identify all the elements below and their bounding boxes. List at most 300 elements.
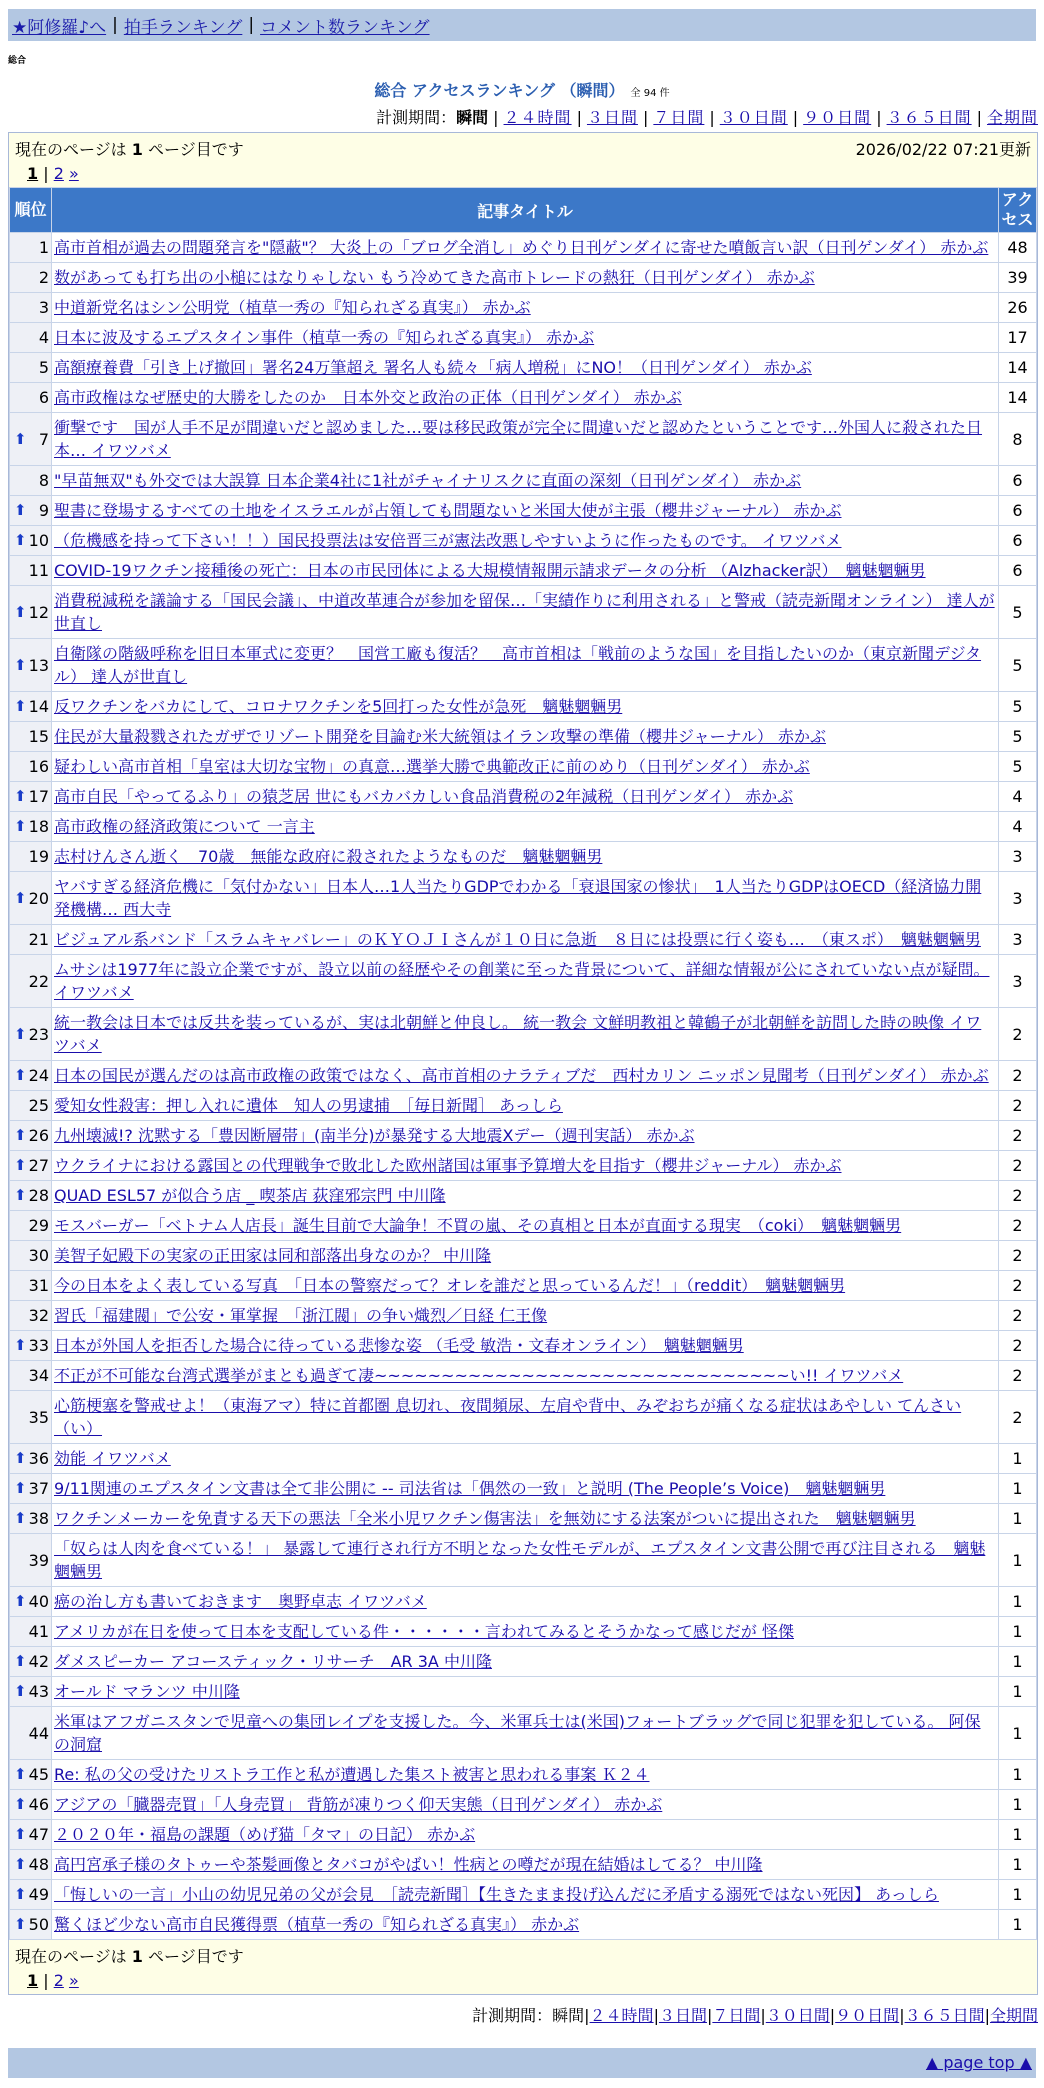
rank-cell	[10, 1587, 52, 1617]
access-count: 2	[999, 1211, 1037, 1241]
article-link[interactable]: ワクチンメーカーを免責する天下の悪法「全米小児ワクチン傷害法」を無効にする法案がついに提出された 魑魅魍魎男	[54, 1509, 916, 1528]
table-row	[10, 1707, 1037, 1760]
rank-up-arrow-icon: ⬆	[14, 1592, 27, 1610]
title-cell	[52, 639, 999, 692]
period-separator: |	[576, 108, 582, 127]
period-link-5[interactable]: ３６５日間	[904, 2006, 985, 2025]
article-link[interactable]: ビジュアル系バンド「スラムキャバレー」のＫＹＯＪＩさんが１０日に急逝 ８日には投票に行く姿も… （東スポ） 魑魅魍魎男	[54, 930, 981, 949]
period-separator: |	[709, 108, 715, 127]
page-title-text: 総合 アクセスランキング （瞬間）	[374, 81, 625, 100]
table-row	[10, 1504, 1037, 1534]
title-cell	[52, 782, 999, 812]
rank-cell	[10, 1241, 52, 1271]
title-cell	[52, 1617, 999, 1647]
ranking-panel	[8, 132, 1038, 1995]
article-link[interactable]: 癌の治し方も書いておきます 奥野卓志 イワツバメ	[54, 1592, 427, 1611]
access-count: 3	[999, 872, 1037, 925]
pagination	[15, 164, 1031, 183]
rank-up-arrow-icon: ⬆	[14, 602, 27, 621]
access-count: 5	[999, 586, 1037, 639]
article-link[interactable]: 九州壊滅!? 沈黙する「豊因断層帯」(南半分)が暴発する大地震Xデー（週刊実話） 赤かぶ	[54, 1126, 695, 1145]
nav-separator: |	[248, 15, 255, 35]
rank-number: 32	[28, 1306, 49, 1325]
title-cell	[52, 1850, 999, 1880]
article-link[interactable]: 日本が外国人を拒否した場合に待っている悲惨な姿 （毛受 敏浩・文春オンライン） 魑魅魍魎男	[54, 1336, 744, 1355]
home-link[interactable]: ★阿修羅♪へ	[12, 17, 107, 38]
article-link[interactable]: 疑わしい高市首相「皇室は大切な宝物」の真意…選挙大勝で典範改正に前のめり（日刊ゲンダイ） 赤かぶ	[54, 757, 810, 776]
rank-up-arrow-icon: ⬆	[14, 1126, 27, 1144]
article-link[interactable]: 高市首相が過去の問題発言を"隠蔽"？ 大炎上の「ブログ全消し」めぐり日刊ゲンダイに寄せた噴飯言い訳（日刊ゲンダイ） 赤かぶ	[54, 238, 989, 257]
article-link[interactable]: 「奴らは人肉を食べている！」 暴露して連行され行方不明となった女性モデルが、エプスタイン文書公開で再び注目される 魑魅魍魎男	[54, 1539, 986, 1581]
pager-next-link[interactable]: »	[68, 1971, 79, 1990]
article-link[interactable]: Re: 私の父の受けたリストラ工作と私が遭遇した集スト被害と思われる事案 Ｋ２４	[54, 1765, 650, 1784]
article-link[interactable]: COVID-19ワクチン接種後の死亡：日本の市民団体による大規模情報開示請求データの分析 （Alzhacker訳） 魑魅魍魎男	[54, 561, 926, 580]
rank-cell	[10, 1331, 52, 1361]
rank-up-arrow-icon: ⬆	[14, 1855, 27, 1873]
rank-number: 2	[38, 268, 49, 287]
rank-number: 47	[28, 1825, 49, 1844]
title-cell	[52, 1474, 999, 1504]
rank-number: 24	[28, 1066, 49, 1085]
title-cell	[52, 812, 999, 842]
article-link[interactable]: 中道新党名はシン公明党（植草一秀の『知られざる真実』） 赤かぶ	[54, 298, 531, 317]
access-count: 2	[999, 1121, 1037, 1151]
access-count: 5	[999, 639, 1037, 692]
title-cell	[52, 925, 999, 955]
rank-cell	[10, 413, 52, 466]
table-row	[10, 639, 1037, 692]
table-row	[10, 383, 1037, 413]
access-count: 1	[999, 1647, 1037, 1677]
rank-cell	[10, 353, 52, 383]
rank-up-arrow-icon: ⬆	[14, 1915, 27, 1933]
rank-number: 21	[28, 930, 49, 949]
rank-cell	[10, 1061, 52, 1091]
title-cell	[52, 955, 999, 1008]
article-link[interactable]: 高市政権はなぜ歴史的大勝をしたのか 日本外交と政治の正体（日刊ゲンダイ） 赤かぶ	[54, 388, 682, 407]
period-selector	[0, 105, 1038, 128]
period-label: 計測期間：	[472, 2006, 553, 2025]
access-count: 26	[999, 293, 1037, 323]
period-label: 計測期間：	[376, 108, 457, 127]
pager-link-2[interactable]: 2	[53, 164, 64, 183]
article-link[interactable]: 日本の国民が選んだのは高市政権の政策ではなく、高市首相のナラティブだ 西村カリン ニッポン見聞考（日刊ゲンダイ） 赤かぶ	[54, 1066, 989, 1085]
access-count: 3	[999, 842, 1037, 872]
access-count: 3	[999, 925, 1037, 955]
rank-cell	[10, 1790, 52, 1820]
article-link[interactable]: ムサシは1977年に設立企業ですが、設立以前の経歴やその創業に至った背景について、詳細な情報が公にされていない点が疑問。 イワツバメ	[54, 960, 990, 1002]
rank-number: 10	[28, 531, 49, 550]
period-link-1[interactable]: ３日間	[658, 2006, 707, 2025]
title-cell	[52, 526, 999, 556]
rank-cell	[10, 1271, 52, 1301]
access-count: 2	[999, 1091, 1037, 1121]
rank-number: 34	[28, 1366, 49, 1385]
article-link[interactable]: モスバーガー「ベトナム人店長」誕生目前で大論争！不買の嵐、その真相と日本が直面する現実 （coki） 魑魅魍魎男	[54, 1216, 902, 1235]
rank-up-arrow-icon: ⬆	[14, 1825, 27, 1843]
title-cell	[52, 466, 999, 496]
rank-number: 3	[38, 298, 49, 317]
period-separator: |	[984, 2006, 990, 2025]
table-row	[10, 496, 1037, 526]
rank-number: 39	[28, 1550, 49, 1570]
rank-number: 36	[28, 1449, 49, 1468]
period-separator: |	[876, 108, 882, 127]
rank-cell	[10, 1910, 52, 1940]
access-count: 2	[999, 1151, 1037, 1181]
rank-cell	[10, 466, 52, 496]
period-link-2[interactable]: ７日間	[712, 2006, 761, 2025]
table-row	[10, 1444, 1037, 1474]
title-cell	[52, 1241, 999, 1271]
article-link[interactable]: 愛知女性殺害：押し入れに遺体 知人の男逮捕 ［毎日新聞］ あっしら	[54, 1096, 563, 1115]
table-row	[10, 1820, 1037, 1850]
rank-cell	[10, 233, 52, 263]
current-page-text: 現在のページは 1 ページ目です	[15, 1947, 244, 1966]
period-link-4[interactable]: ９０日間	[835, 2006, 900, 2025]
table-row	[10, 1880, 1037, 1910]
rank-cell	[10, 812, 52, 842]
pager-link-2[interactable]: 2	[53, 1971, 64, 1990]
rank-number: 28	[28, 1186, 49, 1205]
title-header: 記事タイトル	[52, 188, 999, 233]
rank-cell	[10, 1880, 52, 1910]
table-row	[10, 872, 1037, 925]
access-count: 2	[999, 1241, 1037, 1271]
title-cell	[52, 1760, 999, 1790]
pager-current: 1	[27, 1971, 39, 1990]
rank-number: 44	[28, 1723, 49, 1743]
title-cell	[52, 1790, 999, 1820]
period-link-5[interactable]: ３６５日間	[886, 108, 972, 127]
rank-cell	[10, 293, 52, 323]
table-row	[10, 1760, 1037, 1790]
article-link[interactable]: 驚くほど少ない高市自民獲得票（植草一秀の『知られざる真実』） 赤かぶ	[54, 1915, 580, 1934]
rank-cell	[10, 1820, 52, 1850]
rank-cell	[10, 955, 52, 1008]
table-row	[10, 925, 1037, 955]
rank-cell	[10, 383, 52, 413]
title-cell	[52, 1707, 999, 1760]
title-cell	[52, 1910, 999, 1940]
rank-cell	[10, 1474, 52, 1504]
access-count: 1	[999, 1444, 1037, 1474]
rank-number: 6	[38, 388, 49, 407]
table-row	[10, 233, 1037, 263]
rank-number: 42	[28, 1652, 49, 1671]
article-link[interactable]: ２０２０年・福島の課題（めげ猫「タマ」の日記） 赤かぶ	[54, 1825, 476, 1844]
access-count: 1	[999, 1707, 1037, 1760]
rank-up-arrow-icon: ⬆	[14, 1479, 27, 1497]
access-count: 14	[999, 353, 1037, 383]
rank-number: 14	[28, 697, 49, 716]
rank-up-arrow-icon: ⬆	[14, 888, 27, 907]
access-count: 5	[999, 692, 1037, 722]
period-link-3[interactable]: ３０日間	[765, 2006, 830, 2025]
rank-cell	[10, 526, 52, 556]
article-link[interactable]: 今の日本をよく表している写真 「日本の警察だって？オレを誰だと思っているんだ！」（reddit） 魑魅魍魎男	[54, 1276, 846, 1295]
table-row	[10, 1301, 1037, 1331]
rank-up-arrow-icon: ⬆	[14, 1156, 27, 1174]
period-separator: |	[829, 2006, 836, 2025]
rank-cell	[10, 1301, 52, 1331]
rank-number: 20	[28, 888, 49, 908]
title-cell	[52, 1587, 999, 1617]
table-row	[10, 1061, 1037, 1091]
period-separator: |	[760, 2006, 766, 2025]
period-separator: |	[706, 2006, 713, 2025]
rank-cell	[10, 752, 52, 782]
title-cell	[52, 556, 999, 586]
article-link[interactable]: アメリカが在日を使って日本を支配している件・・・・・・言われてみるとそうかなって感じだが 怪傑	[54, 1622, 794, 1641]
access-count: 1	[999, 1760, 1037, 1790]
rank-number: 37	[28, 1479, 49, 1498]
ranking-table	[9, 187, 1037, 1940]
category-label: 総合	[8, 56, 27, 66]
article-link[interactable]: 9/11関連のエプスタイン文書は全て非公開に -- 司法省は「偶然の一致」と説明 (The People’s Voice) 魑魅魍魎男	[54, 1479, 886, 1498]
rank-number: 1	[38, 238, 49, 257]
article-link[interactable]: オールド マランツ 中川隆	[54, 1682, 240, 1701]
table-row	[10, 1241, 1037, 1271]
rank-up-arrow-icon: ⬆	[14, 1682, 27, 1700]
access-count: 6	[999, 496, 1037, 526]
title-cell	[52, 293, 999, 323]
article-link[interactable]: （危機感を持って下さい！！）国民投票法は安倍晋三が憲法改悪しやすいように作ったものです。 イワツバメ	[54, 531, 842, 550]
title-cell	[52, 1361, 999, 1391]
title-cell	[52, 233, 999, 263]
pager-separator: |	[38, 1971, 54, 1990]
rank-cell	[10, 692, 52, 722]
access-count: 3	[999, 955, 1037, 1008]
article-link[interactable]: アジアの「臓器売買」「人身売買」 背筋が凍りつく仰天実態（日刊ゲンダイ） 赤かぶ	[54, 1795, 663, 1814]
article-link[interactable]: 「悔しいの一言」小山の幼児兄弟の父が会見 ［読売新聞］【生きたまま投げ込んだに矛盾する溺死ではない死因】 あっしら	[54, 1885, 939, 1904]
title-cell	[52, 1677, 999, 1707]
page-info-bottom	[9, 1940, 1037, 1994]
access-count: 1	[999, 1617, 1037, 1647]
access-count: 8	[999, 413, 1037, 466]
rank-up-arrow-icon: ⬆	[14, 1024, 27, 1043]
title-cell	[52, 872, 999, 925]
period-separator: |	[493, 108, 499, 127]
pagination	[15, 1971, 1031, 1990]
period-link-4[interactable]: ９０日間	[803, 108, 872, 127]
article-link[interactable]: 効能 イワツバメ	[54, 1449, 171, 1468]
access-count: 1	[999, 1820, 1037, 1850]
table-row	[10, 842, 1037, 872]
title-cell	[52, 1061, 999, 1091]
article-link[interactable]: 美智子妃殿下の実家の正田家は同和部落出身なのか？ 中川隆	[54, 1246, 492, 1265]
access-header: アクセス	[999, 188, 1037, 233]
article-link[interactable]: 高市政権の経済政策について 一言主	[54, 817, 315, 836]
page-top-link[interactable]: ▲ page top ▲	[925, 2053, 1032, 2072]
title-cell	[52, 383, 999, 413]
rank-cell	[10, 323, 52, 353]
article-link[interactable]: 消費税減税を議論する「国民会議」、中道改革連合が参加を留保…「実績作りに利用される」と警戒（読売新聞オンライン） 達人が世直し	[54, 591, 995, 633]
access-count: 5	[999, 752, 1037, 782]
rank-cell	[10, 842, 52, 872]
table-row	[10, 1331, 1037, 1361]
access-count: 6	[999, 556, 1037, 586]
title-cell	[52, 586, 999, 639]
article-link[interactable]: 高額療養費「引き上げ撤回」署名24万筆超え 署名人も続々「病人増税」にNO！（日刊ゲンダイ） 赤かぶ	[54, 358, 812, 377]
article-link[interactable]: 心筋梗塞を警戒せよ！（東海アマ）特に首都圏 息切れ、夜間頻尿、左肩や背中、みぞおちが痛くなる症状はあやしい てんさい（い）	[54, 1396, 962, 1438]
table-row	[10, 526, 1037, 556]
article-link[interactable]: 反ワクチンをバカにして、コロナワクチンを5回打った女性が急死 魑魅魍魎男	[54, 697, 623, 716]
rank-cell	[10, 1361, 52, 1391]
rank-number: 26	[28, 1126, 49, 1145]
rank-up-arrow-icon: ⬆	[14, 1795, 27, 1813]
table-row	[10, 263, 1037, 293]
access-count: 1	[999, 1910, 1037, 1940]
access-count: 1	[999, 1504, 1037, 1534]
page-info	[9, 133, 1037, 187]
period-link-2[interactable]: ７日間	[653, 108, 705, 127]
rank-cell	[10, 1121, 52, 1151]
table-row	[10, 1474, 1037, 1504]
rank-cell	[10, 782, 52, 812]
article-link[interactable]: 聖書に登場するすべての土地をイスラエルが占領しても問題ないと米国大使が主張（櫻井ジャーナル） 赤かぶ	[54, 501, 842, 520]
rank-up-arrow-icon: ⬆	[14, 1066, 27, 1084]
article-link[interactable]: 習氏「福建閥」で公安・軍掌握 「浙江閥」の争い熾烈／日経 仁王像	[54, 1306, 548, 1325]
page-title	[0, 78, 1044, 101]
article-link[interactable]: "早苗無双"も外交では大誤算 日本企業4社に1社がチャイナリスクに直面の深刻（日刊ゲンダイ） 赤かぶ	[54, 471, 802, 490]
rank-number: 17	[28, 787, 49, 806]
rank-up-arrow-icon: ⬆	[14, 429, 27, 448]
rank-number: 16	[28, 757, 49, 776]
access-count: 6	[999, 466, 1037, 496]
rank-cell	[10, 1850, 52, 1880]
period-link-0[interactable]: ２４時間	[503, 108, 572, 127]
rank-cell	[10, 556, 52, 586]
period-link-1[interactable]: ３日間	[586, 108, 638, 127]
rank-number: 30	[28, 1246, 49, 1265]
table-row	[10, 466, 1037, 496]
title-cell	[52, 1820, 999, 1850]
period-link-6[interactable]: 全期間	[986, 108, 1038, 127]
rank-number: 48	[28, 1855, 49, 1874]
rank-up-arrow-icon: ⬆	[14, 1509, 27, 1527]
top-nav-bar	[8, 9, 1036, 41]
rank-number: 35	[28, 1407, 49, 1427]
title-cell	[52, 1301, 999, 1331]
comment-ranking-link[interactable]: コメント数ランキング	[260, 17, 430, 38]
title-cell	[52, 1121, 999, 1151]
period-separator: |	[792, 108, 799, 127]
title-cell	[52, 1151, 999, 1181]
title-cell	[52, 722, 999, 752]
title-cell	[52, 1331, 999, 1361]
rank-number: 19	[28, 847, 49, 866]
title-cell	[52, 1091, 999, 1121]
access-count: 2	[999, 1301, 1037, 1331]
article-link[interactable]: 不正が不可能な台湾式選挙がまとも過ぎて凄~~~~~~~~~~~~~~~~~~~~~~~~~~~~~~~い!! イワツバメ	[54, 1366, 904, 1385]
article-link[interactable]: ヤバすぎる経済危機に「気付かない」日本人…1人当たりGDPでわかる「衰退国家の惨状」 1人当たりGDPはOECD（経済協力開発機構… 西大寺	[54, 877, 982, 919]
table-row	[10, 812, 1037, 842]
rank-cell	[10, 1181, 52, 1211]
rank-cell	[10, 1677, 52, 1707]
item-count: 全 94 件	[630, 88, 670, 99]
article-link[interactable]: 数があっても打ち出の小槌にはなりゃしない もう冷めてきた高市トレードの熱狂（日刊ゲンダイ） 赤かぶ	[54, 268, 815, 287]
title-cell	[52, 1504, 999, 1534]
rank-up-arrow-icon: ⬆	[14, 655, 27, 674]
article-link[interactable]: ダメスピーカー アコースティック・リサーチ AR 3A 中川隆	[54, 1652, 492, 1671]
table-row	[10, 955, 1037, 1008]
article-link[interactable]: 日本に波及するエプスタイン事件（植草一秀の『知られざる真実』） 赤かぶ	[54, 328, 595, 347]
table-row	[10, 1910, 1037, 1940]
rank-cell	[10, 639, 52, 692]
access-count: 2	[999, 1331, 1037, 1361]
rank-number: 31	[28, 1276, 49, 1295]
rank-cell	[10, 1008, 52, 1061]
access-count: 2	[999, 1271, 1037, 1301]
rank-number: 25	[28, 1096, 49, 1115]
article-link[interactable]: QUAD ESL57 が似合う店 _ 喫茶店 荻窪邪宗門 中川隆	[54, 1186, 446, 1205]
rank-up-arrow-icon: ⬆	[14, 1186, 27, 1204]
rank-number: 41	[28, 1622, 49, 1641]
rank-number: 18	[28, 817, 49, 836]
access-count: 4	[999, 782, 1037, 812]
article-link[interactable]: 統一教会は日本では反共を装っているが、実は北朝鮮と仲良し。 統一教会 文鮮明教祖と韓鶴子が北朝鮮を訪問した時の映像 イワツバメ	[54, 1013, 982, 1055]
period-selector-bottom	[0, 2003, 1038, 2026]
period-link-6[interactable]: 全期間	[989, 2006, 1038, 2025]
article-link[interactable]: 住民が大量殺戮されたガザでリゾート開発を目論む米大統領はイラン攻撃の準備（櫻井ジャーナル） 赤かぶ	[54, 727, 826, 746]
article-link[interactable]: 高円宮承子様のタトゥーや茶髪画像とタバコがやばい！性病との噂だが現在結婚はしてる？ 中川隆	[54, 1855, 763, 1874]
article-link[interactable]: 米軍はアフガニスタンで児童への集団レイプを支援した。今、米軍兵士は(米国)フォートブラッグで同じ犯罪を犯している。 阿保の洞窟	[54, 1712, 981, 1754]
table-row	[10, 1587, 1037, 1617]
table-row	[10, 1617, 1037, 1647]
article-link[interactable]: 志村けんさん逝く 70歳 無能な政府に殺されたようなものだ 魑魅魍魎男	[54, 847, 603, 866]
rank-cell	[10, 1707, 52, 1760]
table-row	[10, 1121, 1037, 1151]
rank-cell	[10, 925, 52, 955]
rank-up-arrow-icon: ⬆	[14, 531, 27, 549]
period-separator: |	[584, 2006, 590, 2025]
table-row	[10, 1534, 1037, 1587]
rank-header: 順位	[10, 188, 52, 233]
title-cell	[52, 323, 999, 353]
table-row	[10, 752, 1037, 782]
title-cell	[52, 263, 999, 293]
rank-number: 29	[28, 1216, 49, 1235]
rank-number: 11	[28, 561, 49, 580]
access-count: 1	[999, 1677, 1037, 1707]
rank-cell	[10, 1211, 52, 1241]
period-link-0[interactable]: ２４時間	[589, 2006, 654, 2025]
rank-cell	[10, 1444, 52, 1474]
rank-number: 45	[28, 1765, 49, 1784]
updated-timestamp: 2026/02/22 07:21更新	[855, 140, 1031, 159]
table-row	[10, 1211, 1037, 1241]
nav-separator: |	[112, 15, 118, 35]
rank-cell	[10, 1534, 52, 1587]
article-link[interactable]: 高市自民「やってるふり」の猿芝居 世にもバカバカしい食品消費税の2年減税（日刊ゲンダイ） 赤かぶ	[54, 787, 794, 806]
access-count: 1	[999, 1534, 1037, 1587]
rank-number: 27	[28, 1156, 49, 1175]
rank-number: 38	[28, 1509, 49, 1528]
article-link[interactable]: 衝撃です 国が人手不足が間違いだと認めました…要は移民政策が完全に間違いだと認めたということです…外国人に殺された日本… イワツバメ	[54, 418, 983, 460]
access-count: 6	[999, 526, 1037, 556]
pager-next-link[interactable]: »	[68, 164, 79, 183]
article-link[interactable]: ウクライナにおける露国との代理戦争で敗北した欧州諸国は軍事予算増大を目指す（櫻井ジャーナル） 赤かぶ	[54, 1156, 842, 1175]
period-link-3[interactable]: ３０日間	[719, 108, 788, 127]
access-count: 14	[999, 383, 1037, 413]
title-cell	[52, 496, 999, 526]
rank-up-arrow-icon: ⬆	[14, 1765, 27, 1783]
clap-ranking-link[interactable]: 拍手ランキング	[123, 17, 243, 38]
table-row	[10, 1790, 1037, 1820]
article-link[interactable]: 自衛隊の階級呼称を旧日本軍式に変更？ 国営工廠も復活？ 高市首相は「戦前のような国」を目指したいのか（東京新聞デジタル） 達人が世直し	[54, 644, 982, 686]
rank-up-arrow-icon: ⬆	[14, 697, 27, 715]
